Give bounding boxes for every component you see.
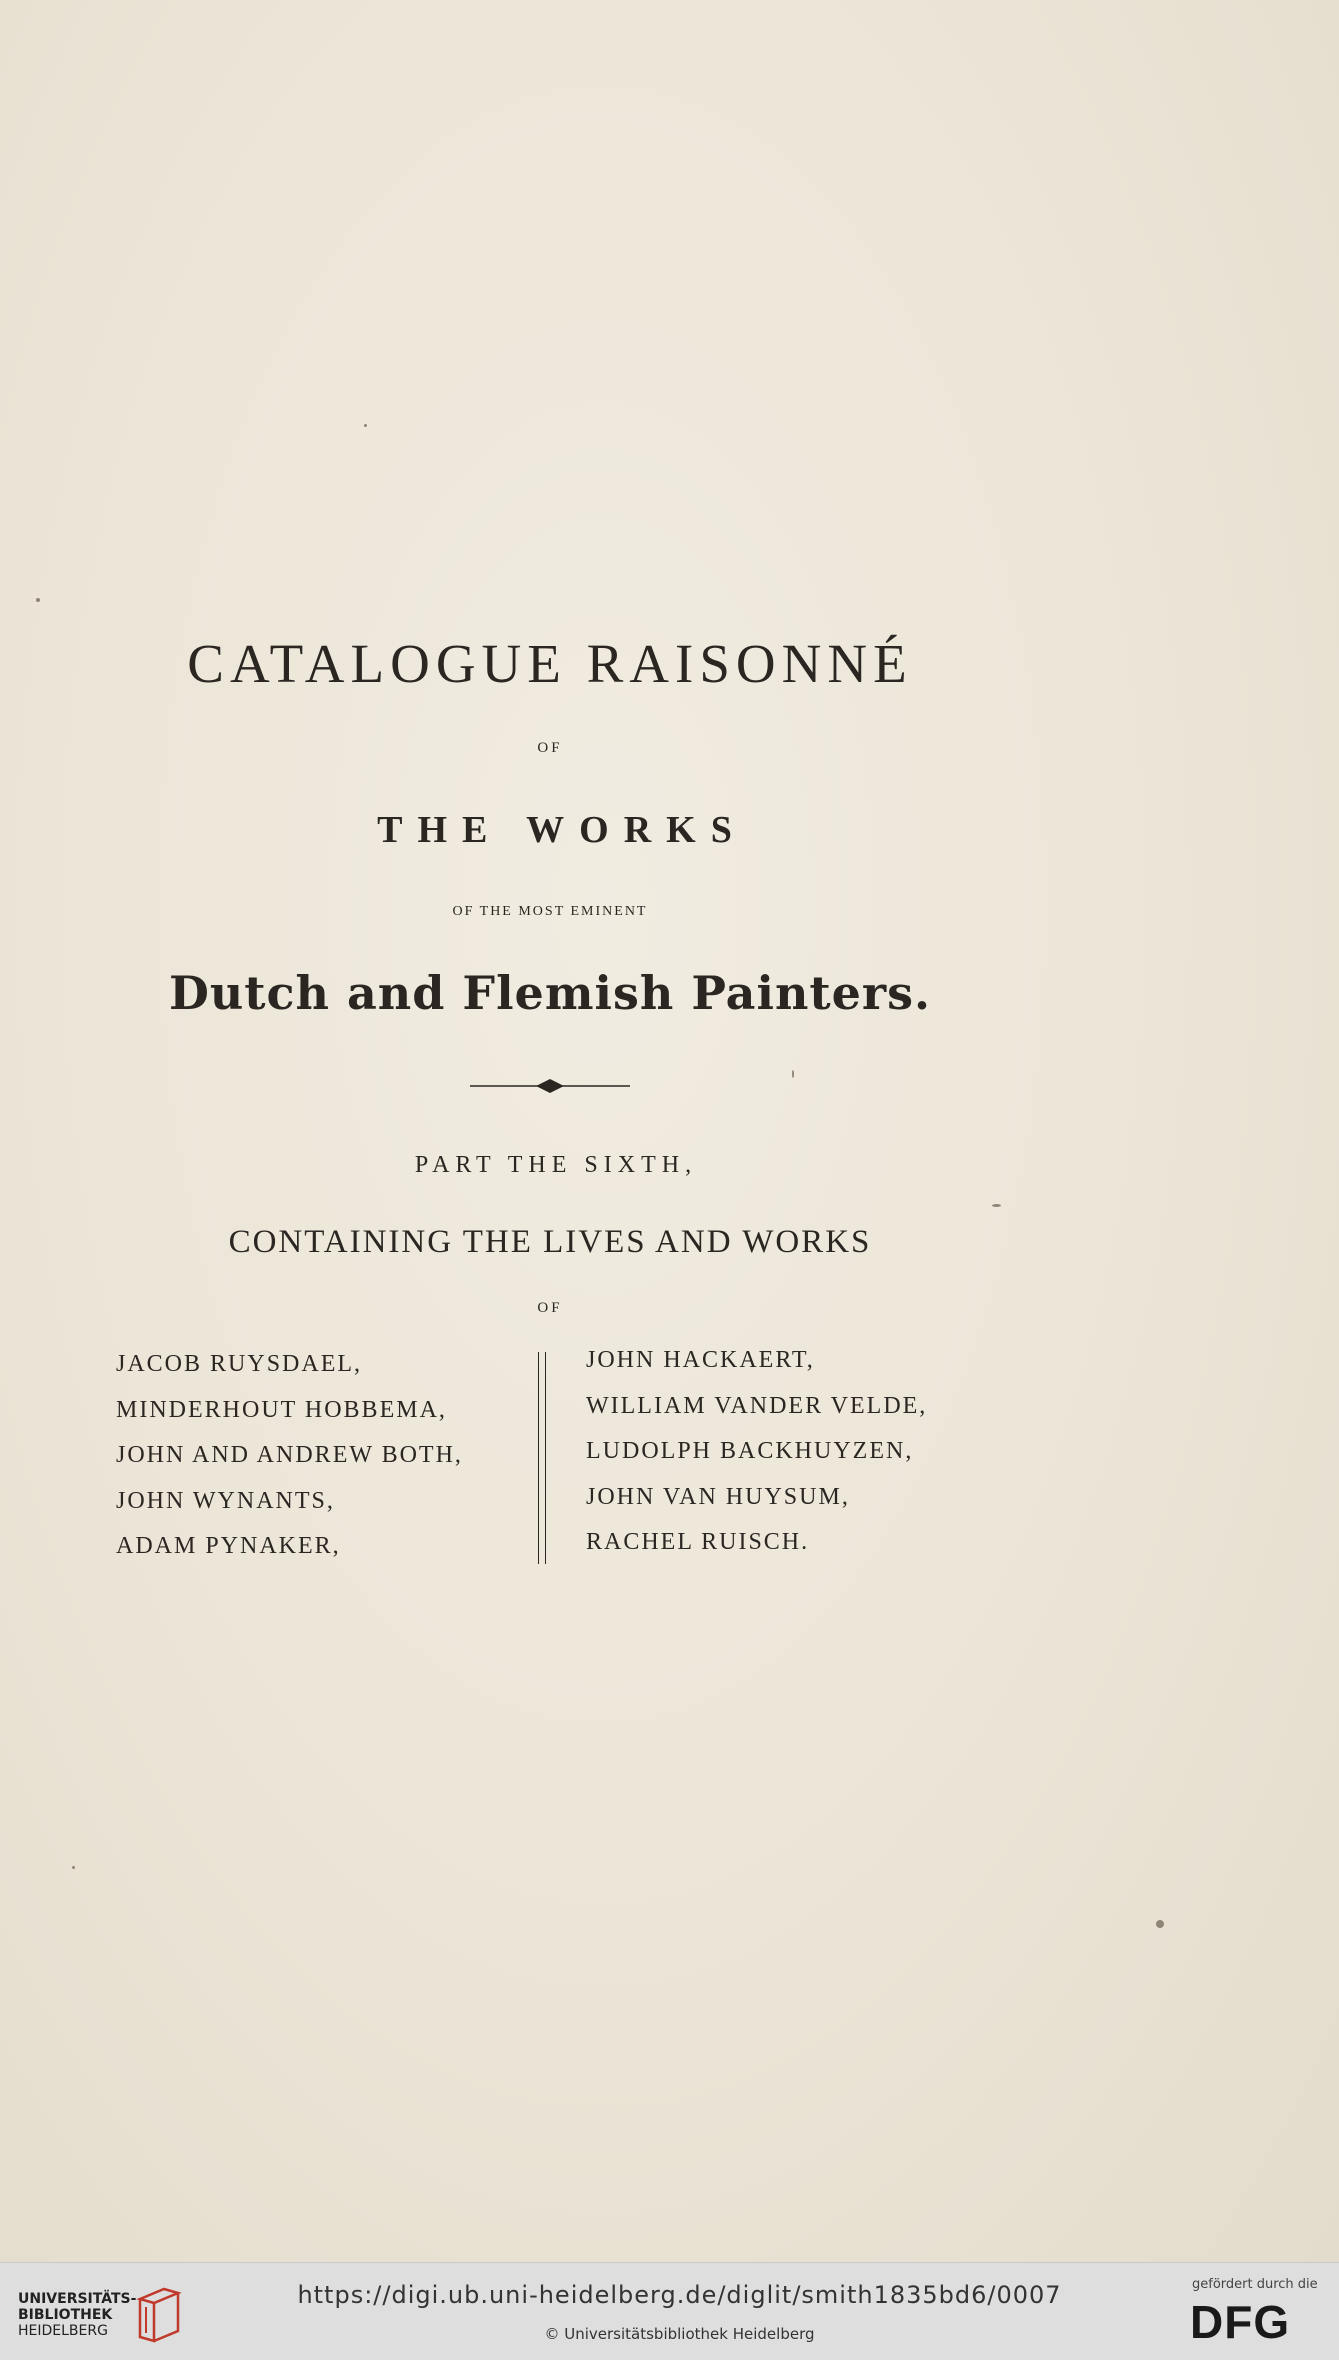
- permalink-url[interactable]: https://digi.ub.uni-heidelberg.de/diglit/smith1835bd6/0007: [297, 2281, 1062, 2309]
- of-label: OF: [537, 740, 563, 756]
- painter-name: JACOB RUYSDAEL,: [116, 1351, 363, 1377]
- containing-heading: CONTAINING THE LIVES AND WORKS: [228, 1224, 872, 1260]
- column-divider: [538, 1352, 546, 1564]
- library-name-line: BIBLIOTHEK: [18, 2307, 113, 2323]
- library-name-line: UNIVERSITÄTS-: [18, 2291, 137, 2307]
- dfg-logo: DFG: [1190, 2296, 1291, 2348]
- paper-speck: [72, 1866, 75, 1869]
- painter-name: MINDERHOUT HOBBEMA,: [116, 1396, 447, 1423]
- painter-name: JOHN AND ANDREW BOTH,: [116, 1442, 463, 1468]
- painter-name: JOHN VAN HUYSUM,: [586, 1483, 850, 1510]
- footer-bar: [0, 2262, 1339, 2360]
- paper-speck: [992, 1204, 1001, 1207]
- painter-name: RACHEL RUISCH.: [586, 1529, 810, 1555]
- part-heading: PART THE SIXTH,: [414, 1152, 698, 1178]
- paper-speck: [36, 598, 40, 602]
- painter-name: ADAM PYNAKER,: [116, 1533, 341, 1559]
- painter-name: JOHN HACKAERT,: [586, 1347, 815, 1373]
- ornament-rule: [470, 1076, 630, 1096]
- page-title: CATALOGUE RAISONNÉ: [187, 633, 913, 694]
- the-works-heading: THE WORKS: [377, 809, 747, 851]
- painters-left-column: [116, 1342, 463, 1570]
- painters-right-column: [586, 1338, 927, 1566]
- painter-name: WILLIAM VANDER VELDE,: [586, 1392, 928, 1419]
- funding-label: gefördert durch die: [1192, 2277, 1318, 2292]
- paper-speck: [364, 424, 367, 427]
- of-label-2: OF: [537, 1300, 563, 1316]
- paper-speck: [1156, 1920, 1164, 1928]
- copyright-text: © Universitätsbibliothek Heidelberg: [544, 2325, 815, 2343]
- painter-name: LUDOLPH BACKHUYZEN,: [586, 1438, 914, 1464]
- library-name-line: HEIDELBERG: [18, 2323, 108, 2339]
- gothic-heading: Dutch and Flemish Painters.: [168, 966, 932, 1020]
- painter-name: JOHN WYNANTS,: [116, 1487, 335, 1514]
- subtitle: OF THE MOST EMINENT: [452, 904, 648, 919]
- paper-speck: [792, 1070, 794, 1078]
